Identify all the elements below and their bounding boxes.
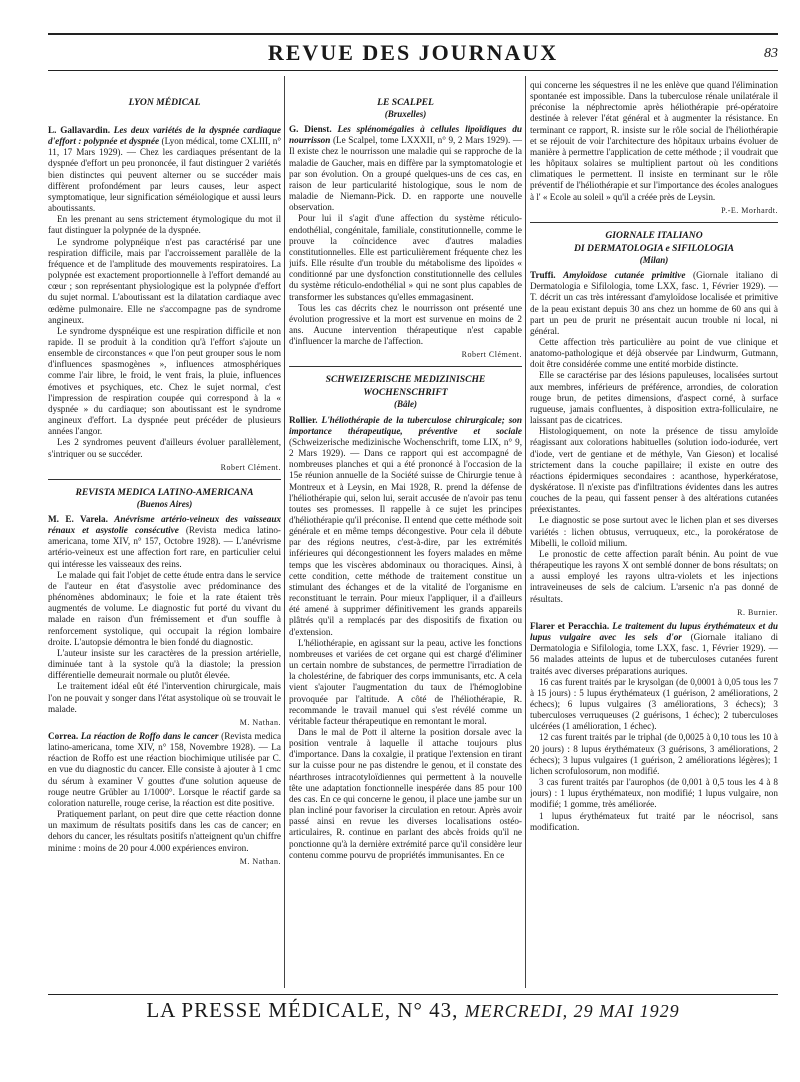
paragraph: Cette affection très particulière au point de vue clinique et anatomo-pathologique et déjà observée par Lindwurm, Gutmann, doit être considérée comme une entité morbide distincte. xyxy=(530,336,778,370)
section-location: (Bâle) xyxy=(394,399,417,410)
section-heading-giornale: GIORNALE ITALIANO xyxy=(605,229,703,241)
section-heading-revista: REVISTA MEDICA LATINO-AMERICANA xyxy=(75,486,254,498)
signature: M. Nathan. xyxy=(239,717,281,727)
paragraph: En les prenant au sens strictement étymologique du mot il faut distinguer la polypnée de la dyspnée. xyxy=(48,214,281,236)
section-rule xyxy=(289,366,522,367)
paragraph: 16 cas furent traités par le krysolgan (de 0,0001 à 0,05 tous les 7 à 15 jours) : 5 lupus érythémateux (1 guérison, 2 améliorations, 2 échecs); 6 lupus vulgaires (3 améliorations, 3 échecs); 3 tuberculoses verruqueuses (2 guérisons, 1 échec); 2 tuberculoses ulcérées (1 amélioration, 1 échec). xyxy=(530,676,778,732)
article-body: (Schweizerische medizinische Wochenschrift, tome LIX, n° 9, 2 Mars 1929). — Dans ce rapport qui est accompagné de nombreuses planches et qui a été prononcé à l'occasion de la 15e réunion annuelle de la Société suisse de Chirurgie tenue à Montreux et à Leysin, en Mai 1928, R. prend la défense de l'héliothérapie qui, selon lui, serait accusée de n'avoir pas tenu toutes ses promesses. Il rappelle à ce sujet les principes d'héliothérapie qu'il préconise. Il entend que cette méthode soit générale et en même temps décongestive. Pour cela il débute par des régions neutres, c'est-à-dire, par les extrémités inférieures qui décongestionnent les foyers malades en même temps que les viscères abdominaux ou thoraciques. Ainsi, à cette condition, cette méthode de traitement constitue un stimulant des échanges et de la vitalité de l'organisme en reconstituant le terrain. Pour mieux l'appliquer, il a d'ailleurs été amené à supprimer définitivement les grands appareils plâtrés qu'il a remplacés par des dispositifs de fixation ou d'extension. xyxy=(289,436,522,637)
paragraph: Dans le mal de Pott il alterne la position dorsale avec la position ventrale à laquelle il attache toujours plus d'importance. Dans la coxalgie, il pratique l'extension en tirant sur la cuisse pour ne pas distendre le genou, et il constate des néarthroses intracotyloïdiennes qui permettent à la nouvelle tête une adaptation fonctionnelle inespérée dans 85 pour 100 des cas. En ce qui concerne le genou, il place une jambe sur un plan incliné pour favoriser la circulation en retour. Après avoir passé ainsi en revue les diverses localisations ostéo-articulaires, R. continue en parlant des abcès froids qu'il ne ponctionne qu'à la dernière extrémité parce qu'il considère leur contenu comme pourvu de propriétés immunisantes. En ce xyxy=(289,726,522,860)
column-right xyxy=(530,80,778,985)
article-title: La réaction de Roffo dans le cancer xyxy=(80,730,219,741)
article-title: L'héliothérapie de la tuberculose chirurgicale; son importance thérapeutique, préventive et sociale xyxy=(289,414,522,436)
column-middle xyxy=(289,80,522,985)
paragraph: Le traitement idéal eût été l'intervention chirurgicale, mais l'on ne pouvait y songer dans l'état asystolique où se trouvait le malade. xyxy=(48,681,281,714)
article-lyon-lead xyxy=(48,125,281,214)
column-divider xyxy=(284,76,285,988)
signature: Robert Clément. xyxy=(461,350,522,360)
page-header xyxy=(48,38,778,70)
paragraph: L'auteur insiste sur les caractères de la pression artérielle, diminuée tant à la systole qu'à la diastole; la pression différentielle demeurait normale ou plutôt élevée. xyxy=(48,647,281,681)
paragraph: Le pronostic de cette affection paraît bénin. Au point de vue thérapeutique les rayons X ont semblé donner de bons résultats; on a aussi employé les rayons ultra-violets et les injections intraveineuses de sels de calcium. L'arsenic n'a pas donné de résultats. xyxy=(530,548,778,604)
paragraph: Tous les cas décrits chez le nourrisson ont présenté une évolution progressive et la mort est survenue en moins de 2 ans. Aucune intervention thérapeutique n'est capable d'influencer la marche de l'affection. xyxy=(289,302,522,347)
article-body: (Le Scalpel, tome LXXXII, n° 9, 2 Mars 1929). — Il existe chez le nourrisson une maladie qui se rapproche de la maladie de Gaucher, mais en diffère par la symptomatologie et par son évolution. On a groupé quelques-uns de ces cas, en raison de leur particularité histologique, sous le nom de maladie de Niemann-Pick. D. en rapporte une nouvelle observation. xyxy=(289,135,522,213)
paragraph: Histologiquement, on note la présence de tissu amyloïde réagissant aux colorations habituelles (solution iodo-iodurée, vert d'iode, vert de gentiane et de méthyle, Van Gieson) et localisé strictement dans la couche papillaire; il existe en outre des réactions épidermiques secondaires : acanthose, hyperkératose, dyskératose. Il n'existe pas d'infiltrations évidentes dans les autres couches de la peau, qui fassent penser à des altérations cutanées préexistantes. xyxy=(530,426,778,515)
article-title: Amyloïdose cutanée primitive xyxy=(563,270,686,281)
paragraph: 3 cas furent traités par l'aurophos (de 0,001 à 0,5 tous les 4 à 8 jours) : 1 lupus érythémateux, non modifié; 1 lupus vulgaire, non modifié; 1 gomme, très améliorée. xyxy=(530,777,778,810)
section-location: (Milan) xyxy=(639,254,669,265)
article-author: Flarer et Peracchia. xyxy=(530,620,610,631)
article-body: (Revista medica latino-americana, tome XIV, n° 157, Octobre 1928). — L'anévrisme artério-veineux est une affection fort rare, en particulier celui qui intéresse les vaisseaux des reins. xyxy=(48,525,281,569)
article-author: G. Dienst. xyxy=(289,124,332,135)
article-author: M. E. Varela. xyxy=(48,514,108,524)
article-truffi-lead xyxy=(530,270,778,337)
article-rollier-lead xyxy=(289,415,522,638)
section-location: (Bruxelles) xyxy=(384,109,427,119)
signature: R. Burnier. xyxy=(737,607,778,617)
page-footer xyxy=(48,998,778,1028)
paragraph: Elle se caractérise par des lésions papuleuses, localisées surtout aux membres, inférieurs de préférence, arrondies, de coloration rouge brun, de petites dimensions, d'aspect corné, à surface rugueuse, jamais confluentes, à disposition extra-folliculaire, ne laissant pas de cicatrices. xyxy=(530,370,778,426)
signature: Robert Clément. xyxy=(220,462,281,472)
header-rule xyxy=(48,70,778,71)
article-body: (Revista medica latino-americana, tome XIV, n° 158, Novembre 1928). — La réaction de Roffo est une réaction biochimique utilisée par C. en vue du diagnostic du cancer. Elle consiste à ajouter à 1 cmc du sérum à examiner V gouttes d'une solution aqueuse de rouge neutre Grübler au 1/1000°. Lorsque le réactif garde sa coloration naturelle, rouge cerise, la réaction est dite positive. xyxy=(48,730,281,808)
article-author: L. Gallavardin. xyxy=(48,125,110,135)
column-left xyxy=(48,80,281,985)
footer-rule xyxy=(48,994,778,995)
section-heading-lyon: LYON MÉDICAL xyxy=(128,97,201,108)
paragraph-continued: qui concerne les séquestres il ne les enlève que quand l'élimination spontanée est impossible. Dans la tuberculose rénale unilatérale il préconise la néphrectomie après héliothérapie pré-opératoire destinée à relever l'état général et à augmenter la résistance. En terminant ce rapport, R. insiste sur le rôle social de l'héliothérapie et se réjouit de voir l'architecture des hôpitaux urbains évoluer de manière à permettre l'application de cette méthode ; il voudrait que les hôpitaux solaires se multiplient partout où les conditions climatiques le permettent. Il insiste en terminant sur le rôle préventif de l'héliothérapie et sur l'importance des écoles analogues à l' « Ecole au soleil » qu'il a créée près de Leysin. xyxy=(530,80,778,202)
journal-title: REVUE DES JOURNAUX xyxy=(267,40,559,65)
section-rule xyxy=(530,222,778,223)
article-flarer-lead xyxy=(530,621,778,677)
section-heading-giornale-2: DI DERMATOLOGIA e SIFILOLOGIA xyxy=(573,242,734,254)
section-heading-scalpel: LE SCALPEL xyxy=(377,97,434,108)
top-rule xyxy=(48,33,778,35)
page-number: 83 xyxy=(764,46,778,61)
paragraph: Les 2 syndromes peuvent d'ailleurs évoluer parallèlement, s'intriquer ou se succéder. xyxy=(48,437,281,459)
article-author: Rollier. xyxy=(289,414,318,425)
article-title: Le traitement du lupus érythémateux et du lupus vulgaire avec les sels d'or xyxy=(530,620,778,643)
article-author: Correa. xyxy=(48,730,79,741)
article-title: Les deux variétés de la dyspnée cardiaque d'effort : polypnée et dyspnée xyxy=(48,125,281,147)
footer-date: MERCREDI, 29 MAI 1929 xyxy=(464,1001,680,1021)
article-body: (Giornale italiano di Dermatologia e Sifilologia, tome LXX, fasc. 1, Février 1929). — T. décrit un cas très intéressant d'amyloïdose localisée et primitive de la peau existant depuis 30 ans chez un homme de 60 ans qui à part un peu de prurit ne présentait aucun trouble ni local, ni général. xyxy=(530,270,778,336)
article-correa-lead xyxy=(48,731,281,809)
section-heading-schweiz: SCHWEIZERISCHE MEDIZINISCHE WOCHENSCHRIFT xyxy=(325,374,486,399)
paragraph: Pratiquement parlant, on peut dire que cette réaction donne un maximum de résultats positifs dans les cas de cancer; en dehors du cancer, les résultats positifs n'atteignent qu'un chiffre minime : moins de 20 pour 4.000 expériences environ. xyxy=(48,809,281,853)
article-body: (Giornale italiano di Dermatologia e Sifilologia, tome LXX, fasc. 1, Février 1929). — 56 malades atteints de lupus et de tuberculoses cutanées furent traités avec diverses préparations auriques. xyxy=(530,632,778,676)
paragraph: L'héliothérapie, en agissant sur la peau, active les fonctions nombreuses et variées de cet organe qui est chargé d'éliminer un certain nombre de substances, de permettre l'irradiation de la cholestérine, de fabriquer des corps immunisants, etc. A cela vient s'ajouter l'augmentation du taux de l'hémoglobine provoquée par l'altitude. A côté de l'héliothérapie, R. recommande le travail manuel qui s'est révélé comme un véritable facteur thérapeutique en remontant le moral. xyxy=(289,637,522,726)
article-author: Truffi. xyxy=(530,270,556,281)
article-dienst-lead xyxy=(289,124,522,213)
article-body: (Lyon médical, tome CXLIII, n° 11, 17 Mars 1929). — Chez les cardiaques présentant de la dyspnée d'effort un peu prononcée, il faut distinguer 2 variétés bien distinctes qui peuvent alterner ou se succéder mais diffèrent profondément par leurs causes, leur aspect symptomatique, leur signification séméiologique et aussi leurs aboutissants. xyxy=(48,136,281,214)
paragraph: 1 lupus érythémateux fut traité par le néocrisol, sans modification. xyxy=(530,810,778,832)
paragraph: Pour lui il s'agit d'une affection du système réticulo-endothélial, congénitale, familiale, constitutionnelle, comme le prouve la coïncidence avec d'autres maladies constitutionnelles. Elle est particulièrement fréquente chez les juifs. Elle résulte d'un trouble du métabolisme des lipoïdes « conditionné par une dysfonction constitutionnelle des cellules du système réticulo-endothélial » qui ne sont plus capables de transformer les substances qu'elles emmagasinent. xyxy=(289,213,522,302)
section-location: (Buenos Aires) xyxy=(136,498,193,509)
footer-journal: LA PRESSE MÉDICALE, N° 43, xyxy=(146,998,459,1022)
section-rule xyxy=(48,479,281,480)
paragraph: Le malade qui fait l'objet de cette étude entra dans le service de l'auteur en état d'asystolie avec prédominance des phénomènes abdominaux; le foie et la rate étaient très augmentés de volume. Le diagnostic fut porté du vivant du malade en raison d'un frémissement et d'un souffle à renforcement systolique, qui occupait la région lombaire droite. L'autopsie démontra le bien fondé du diagnostic. xyxy=(48,569,281,647)
column-divider xyxy=(525,76,526,988)
paragraph: Le diagnostic se pose surtout avec le lichen plan et ses diverses variétés : lichen obtusus, verruqueux, etc., la porokératose de Mibelli, le colloïd milium. xyxy=(530,515,778,548)
paragraph: 12 cas furent traités par le triphal (de 0,0025 à 0,10 tous les 10 à 20 jours) : 8 lupus érythémateux (3 guérisons, 3 améliorations, 2 échecs); 3 lupus vulgaires (1 guérison, 2 améliorations légères); 1 lichen scrofulosorum, non modifié. xyxy=(530,732,778,776)
paragraph: Le syndrome polypnéique n'est pas caractérisé par une respiration difficile, mais par l'accroissement parallèle de la fréquence et de l'amplitude des mouvements respiratoires. La polypnée est exactement proportionnelle à l'effort demandé au cœur ; son représentant physiologique est la polypnée d'effort du sujet normal. L'aboutissant est la dilatation cardiaque avec œdème pulmonaire. Elle ne s'accompagne pas de syndrome angineux. xyxy=(48,236,281,325)
signature: P.-E. Morhardt. xyxy=(721,205,778,215)
article-title: Anévrisme artério-veineux des vaisseaux rénaux et asystolie consécutive xyxy=(48,514,281,536)
paragraph: Le syndrome dyspnéique est une respiration difficile et non rapide. Il se produit à la condition qu'à l'effort s'ajoute un ensemble de circonstances « que l'on peut grouper sous le nom d'influences spasmogènes », influences atmosphériques comme l'air libre, le froid, le vent frais, la pluie, influences émotives et psychiques, etc. Chez le sujet normal, c'est l'impression de respiration coupée qui correspond à la « dyspnée » du cardiaque; son aboutissant est le syndrome angineux d'effort. La dyspnée peut précéder de plusieurs années l'angor. xyxy=(48,325,281,437)
article-title: Les splénomégalies à cellules lipoïdiques du nourrisson xyxy=(289,124,522,146)
signature: M. Nathan. xyxy=(239,856,281,866)
article-varela-lead xyxy=(48,514,281,570)
